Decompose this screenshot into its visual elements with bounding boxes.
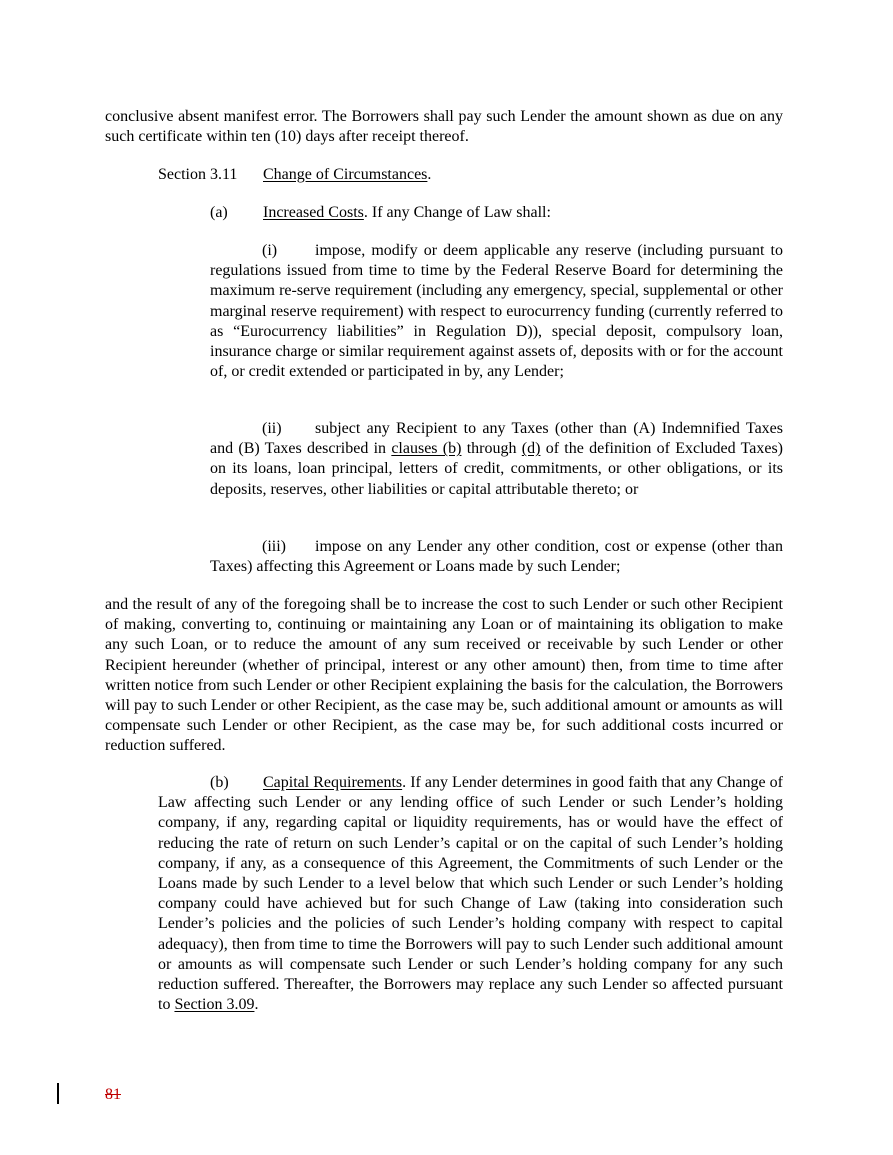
section-3-09-link: Section 3.09 xyxy=(174,996,255,1014)
clause-d-link: (d) xyxy=(521,440,541,458)
clause-ii xyxy=(210,419,783,500)
clause-i-text: impose, modify or deem applicable any reserve (including pursuant to regulations issued from time to time by the Federal Reserve Board for determining the maximum re-serve requirement (including any emergency, special, supplemental or other marginal reserve requirement) with respect to eurocurrency funding (currently referred to as “Eurocurrency liabilities” in Regulation D)), special deposit, compulsory loan, insurance charge or similar requirement against assets of, deposits with or for the account of, or credit extended or participated in by, any Lender; xyxy=(210,242,783,381)
revision-bar xyxy=(57,1083,59,1104)
section-number: Section 3.11 xyxy=(158,166,238,183)
clause-a xyxy=(210,203,783,223)
clause-i xyxy=(210,241,783,382)
clause-i-label: (i) xyxy=(262,242,278,259)
clause-ii-text2: of the definition of Excluded Taxes) on its loans, loan principal, letters of credit, commitments, or other obligations, or its deposits, reserves, other liabilities or capital attributable thereto; or xyxy=(210,440,784,498)
clause-a-label: (a) xyxy=(210,204,228,221)
clause-a-text: . If any Change of Law shall: xyxy=(363,204,551,221)
clause-b-heading: Capital Requirements xyxy=(263,774,403,791)
intro-paragraph: conclusive absent manifest error. The Borrowers shall pay such Lender the amount shown as due on any such certificate within ten (10) days after receipt thereof. xyxy=(105,108,783,146)
clause-a-heading: Increased Costs xyxy=(263,204,364,221)
page-number: 81 xyxy=(105,1086,121,1103)
clause-ii-label: (ii) xyxy=(262,420,282,437)
clause-b-text: . If any Lender determines in good faith that any Change of Law affecting such Lender or any lending office of such Lender or such Lender’s holding company, if any, regarding capital or liquidity requirements, has or would have the effect of reducing the rate of return on such Lender’s capital or on the capital of such Lender’s holding company, if any, as a consequence of this Agreement, the Commitments of such Lender or the Loans made by such Lender to a level below that which such Lender or such Lender’s holding company could have achieved but for such Change of Law (taking into consideration such Lender’s policies and the policies of such Lender’s holding company with respect to capital adequacy), then from time to time the Borrowers will pay to such Lender such additional amount or amounts as will compensate such Lender or such Lender’s holding company for any such reduction suffered. Thereafter, the Borrowers may replace any such Lender so affected pursuant to xyxy=(158,774,784,1014)
clause-iii-label: (iii) xyxy=(262,538,286,555)
section-title: Change of Circumstances xyxy=(263,166,428,183)
section-heading xyxy=(158,165,783,185)
clause-iii-text: impose on any Lender any other condition, cost or expense (other than Taxes) affecting this Agreement or Loans made by such Lender; xyxy=(210,538,783,576)
clause-b-label: (b) xyxy=(210,774,229,791)
section-title-suffix: . xyxy=(427,166,432,183)
clause-b-end: . xyxy=(254,996,259,1014)
clauses-b-link: clauses (b) xyxy=(391,440,462,458)
clause-ii-through: through xyxy=(461,440,522,458)
clause-ii-text1: subject any Recipient to any Taxes (other than (A) Indemnified Taxes and (B) Taxes described in xyxy=(210,420,783,458)
clause-b xyxy=(158,773,783,1015)
clause-iii xyxy=(210,537,783,577)
result-paragraph: and the result of any of the foregoing shall be to increase the cost to such Lender or such other Recipient of making, converting to, continuing or maintaining any Loan or of maintaining its obligation to make any such Loan, or to reduce the amount of any sum received or receivable by such Lender or other Recipient hereunder (whether of principal, interest or any other amount) then, from time to time after written notice from such Lender or other Recipient explaining the basis for the calculation, the Borrowers will pay to such Lender or other Recipient, as the case may be, such additional amount or amounts as will compensate such Lender or other Recipient, as the case may be, for such additional costs incurred or reduction suffered. xyxy=(105,596,783,755)
